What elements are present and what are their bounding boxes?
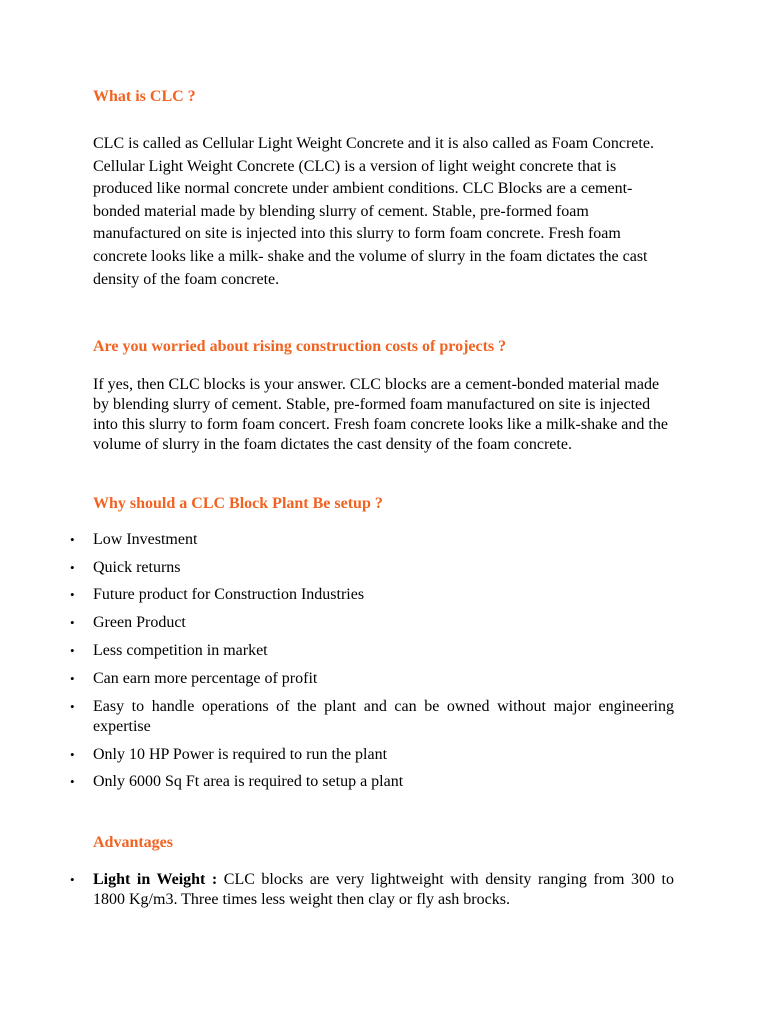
heading-why-setup-plant: Why should a CLC Block Plant Be setup ? xyxy=(93,495,383,512)
list-item: • Future product for Construction Industries xyxy=(93,585,674,605)
paragraph-clc-answer: If yes, then CLC blocks is your answer. CLC blocks are a cement-bonded material made by blending slurry of cement. Stable, pre-formed foam manufactured on site is injected into this slurry to form foam concert. Fresh foam concrete looks like a milk-shake and the volume of slurry in the foam dictates the cast density of the foam concrete. xyxy=(93,376,668,453)
list-item: • Easy to handle operations of the plant and can be owned without major engineering expertise xyxy=(93,697,674,737)
list-item: • Can earn more percentage of profit xyxy=(93,669,674,689)
list-item: • Less competition in market xyxy=(93,641,674,661)
paragraph-clc-definition: CLC is called as Cellular Light Weight Concrete and it is also called as Foam Concrete. Cellular Light Weight Concrete (CLC) is a version of light weight concrete that is produced like normal concrete under ambient conditions. CLC Blocks are a cement-bonded material made by blending slurry of cement. Stable, pre-formed foam manufactured on site is injected into this slurry to form foam concrete. Fresh foam concrete looks like a milk- shake and the volume of slurry in the foam dictates the cast density of the foam concrete. xyxy=(93,135,654,288)
list-item: • Only 10 HP Power is required to run the plant xyxy=(93,745,674,765)
list-item: • Green Product xyxy=(93,613,674,633)
heading-construction-costs: Are you worried about rising construction costs of projects ? xyxy=(93,338,507,355)
list-item: • Only 6000 Sq Ft area is required to setup a plant xyxy=(93,772,674,792)
list-item: • Quick returns xyxy=(93,558,674,578)
advantage-term: Light in Weight : xyxy=(93,871,218,888)
advantage-text: CLC blocks are very lightweight with density ranging from 300 to 1800 Kg/m3. Three times less weight then clay or fly ash brocks. xyxy=(93,871,674,908)
heading-advantages: Advantages xyxy=(93,834,174,851)
heading-what-is-clc: What is CLC ? xyxy=(93,88,196,105)
list-item: • Low Investment xyxy=(93,530,674,550)
advantage-item-light-weight xyxy=(93,870,674,910)
